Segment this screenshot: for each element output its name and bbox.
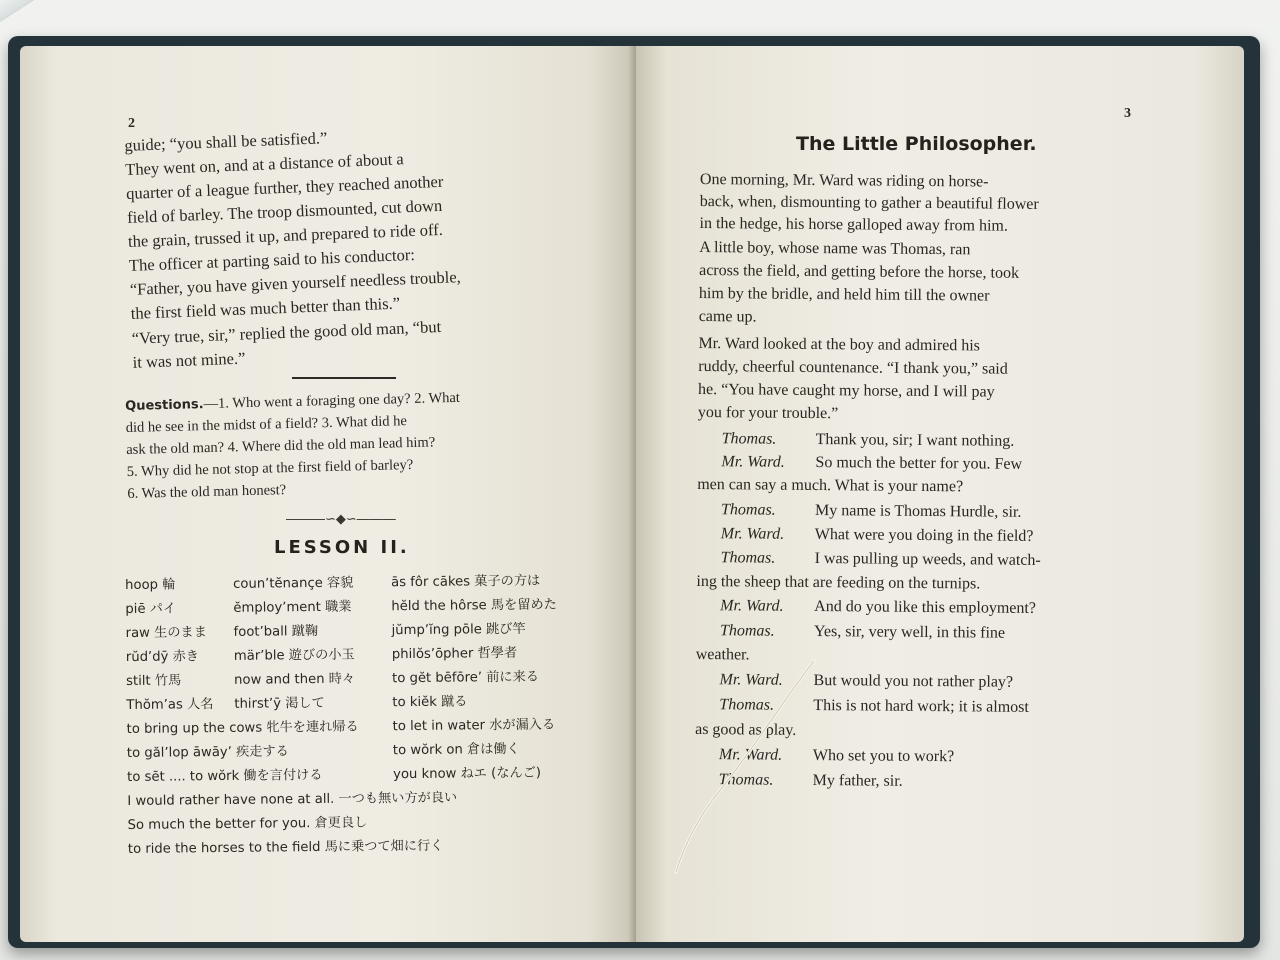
phrase-entry: to sēt .... to wŏrk 働を言付ける [127,767,323,785]
question-line: ask the old man? 4. Where did the old man lead him? [126,434,436,458]
phrase-entry: to găl’lop āwāy’ 疾走する [126,744,289,761]
phrase-entry: you know ねエ (なんご) [393,765,542,783]
vocab-entry: philŏs’ōpher 哲學者 [391,645,518,663]
vocab-entry: now and then 時々 [234,671,356,688]
body-line: “Very true, sir,” replied the good old man, “but [131,316,442,348]
ornament-divider: ―――∽◆∽――― [286,512,396,527]
body-line: it was not mine.” [132,348,246,372]
dialogue-speaker: Mr. Ward. [720,597,784,615]
vocab-entry: stilt 竹馬 [126,673,182,689]
body-line: ruddy, cheerful countenance. “I thank you,” said [698,357,1008,378]
dialogue-speaker: Mr. Ward. [719,671,783,689]
dialogue-text: as good as play. [695,720,797,739]
vocab-entry: rŭd’dȳ 赤き [125,649,200,665]
body-line: Mr. Ward looked at the boy and admired his [698,334,981,355]
dialogue-text: men can say a much. What is your name? [697,475,964,496]
dialogue-speaker: Thomas. [720,549,776,567]
lesson-heading: LESSON II. [274,537,410,558]
dialogue-text: But would you not rather play? [813,672,1014,691]
left-page [20,46,636,942]
body-line: him by the bridle, and held him till the owner [698,284,990,305]
dialogue-speaker: Mr. Ward. [720,525,785,543]
body-line: One morning, Mr. Ward was riding on horse- [699,171,989,191]
body-line: They went on, and at a distance of about a [124,149,405,179]
phrase-entry: to wŏrk on 倉は働く [392,741,520,759]
dialogue-speaker: Mr. Ward. [721,453,785,471]
body-line: you for your trouble.” [697,403,839,423]
vocab-entry: to kiĕk 蹴る [392,694,468,711]
vocab-entry: mär’ble 遊びの小玉 [233,647,355,664]
question-line: 5. Why did he not stop at the first field of barley? [126,456,414,480]
story-title: The Little Philosopher. [796,133,1037,155]
phrase-entry: to bring up the cows 牝牛を連れ帰る [126,719,359,737]
dialogue-speaker: Thomas. [720,501,776,519]
question-line: —1. Who went a foraging one day? 2. What [203,389,461,413]
vocab-entry: hoop 輪 [125,577,176,593]
body-line: the first field was much better than this.” [130,293,401,323]
body-line: the grain, trussed it up, and prepared to ride off. [127,219,444,251]
dialogue-text: This is not hard work; it is almost [813,697,1029,716]
vocab-entry: raw 生のまま [125,625,207,641]
dialogue-speaker: Thomas. [719,696,775,714]
body-line: came up. [698,307,757,326]
page-number-left: 2 [128,116,135,131]
dialogue-text: And do you like this employment? [814,598,1037,617]
dialogue-text: ing the sheep that are feeding on the turnips. [696,572,981,593]
sentence-entry: to ride the horses to the field 馬に乗つて畑に行く [127,838,444,857]
body-line: back, when, dismounting to gather a beautiful flower [699,192,1039,213]
vocab-entry: to gĕt bēfōre’ 前に来る [392,669,540,687]
glass-reflection [0,0,256,37]
dialogue-speaker: Thomas. [721,430,777,448]
vocab-entry: jŭmp’ĭng pōle 跳び竿 [391,621,526,639]
body-line: guide; “you shall be satisfied.” [124,128,328,155]
body-line: across the field, and getting before the horse, took [699,261,1020,282]
dialogue-speaker: Thomas. [719,622,775,640]
dialogue-speaker: Mr. Ward. [718,746,783,764]
question-line: did he see in the midst of a field? 3. What did he [125,413,408,436]
body-line: The officer at parting said to his conductor: [128,244,416,275]
dialogue-text: I was pulling up weeds, and watch- [814,550,1041,569]
dialogue-text: weather. [695,645,750,664]
body-line: “Father, you have given yourself needless trouble, [129,267,462,299]
dialogue-speaker: Thomas. [718,771,774,789]
sentence-entry: So much the better for you. 倉更良し [127,815,368,833]
dialogue-text: My father, sir. [812,772,903,790]
vocab-entry: coun’tĕnançe 容貌 [233,575,354,592]
vocab-entry: thirst’ȳ 渇して [234,695,325,712]
vocabulary-list [125,569,628,874]
sentence-entry: I would rather have none at all. 一つも無い方が良い [127,790,458,809]
phrase-entry: to let in water 水が漏入る [392,717,556,735]
body-line: A little boy, whose name was Thomas, ran [699,238,971,259]
dialogue-text: My name is Thomas Hurdle, sir. [814,502,1022,521]
dialogue-text: What were you doing in the field? [814,526,1034,545]
dialogue-text: Thank you, sir; I want nothing. [815,431,1015,450]
body-line: field of barley. The troop dismounted, cut down [126,195,443,227]
page-number-right: 3 [1124,106,1131,121]
dialogue-text: Yes, sir, very well, in this fine [813,623,1006,642]
vocab-entry: hĕld the hôrse 馬を留めた [391,597,557,615]
body-line: in the hedge, his horse galloped away from him. [699,214,1008,235]
vocab-entry: ās fôr cākes 菓子の方は [391,573,541,591]
questions-label: Questions. [125,397,204,414]
vocab-entry: foot’ball 蹴鞠 [233,623,319,640]
section-rule [292,377,396,379]
vocab-entry: ĕmploy’ment 職業 [233,599,352,616]
dialogue-text: So much the better for you. Few [815,454,1023,473]
right-page [636,46,1244,942]
vocab-entry: piē パイ [125,601,177,617]
body-line: he. “You have caught my horse, and I will pay [698,380,995,401]
question-line: 6. Was the old man honest? [127,482,287,502]
bookmark-thread [636,46,1244,942]
dialogue-text: Who set you to work? [812,747,955,766]
body-line: quarter of a league further, they reached another [125,171,444,203]
vocab-entry: Thŏm’as 人名 [126,697,214,713]
